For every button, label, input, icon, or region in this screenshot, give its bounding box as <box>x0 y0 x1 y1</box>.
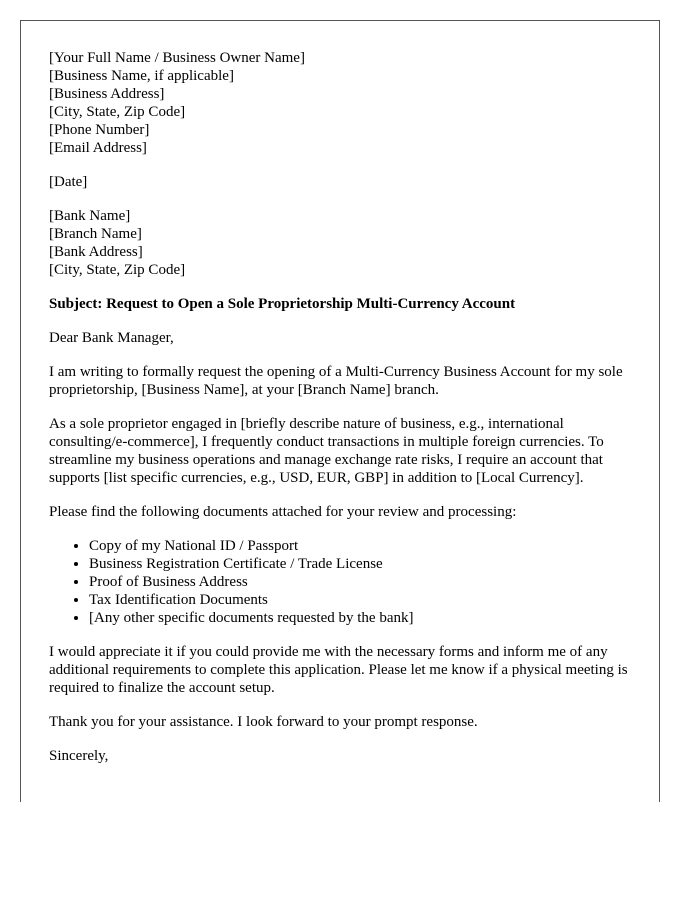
closing-paragraph-1: I would appreciate it if you could provide me with the necessary forms and inform me of any additional requirements to complete this application. Please let me know if a physical meeting is required to finalize the account setup. <box>49 644 628 696</box>
letter-page <box>20 20 660 802</box>
salutation: Dear Bank Manager, <box>49 330 174 346</box>
sender-block <box>49 49 639 157</box>
sender-city: [City, State, Zip Code] <box>49 104 186 120</box>
recipient-city: [City, State, Zip Code] <box>49 262 186 278</box>
recipient-bank-address: [Bank Address] <box>49 244 143 260</box>
signoff: Sincerely, <box>49 748 109 764</box>
sender-name: [Your Full Name / Business Owner Name] <box>49 50 305 66</box>
closing-paragraph-2: Thank you for your assistance. I look forward to your prompt response. <box>49 714 478 730</box>
date-block <box>49 173 639 191</box>
list-item: • Copy of my National ID / Passport <box>89 537 639 555</box>
sender-email: [Email Address] <box>49 140 147 156</box>
body-paragraph-2: As a sole proprietor engaged in [briefly describe nature of business, e.g., international consulting/e-commerce], I frequently conduct transactions in multiple foreign currencies. To streamline my business operations and manage exchange rate risks, I require an account that supports [list specific currencies, e.g., USD, EUR, GBP] in addition to [Local Currency]. <box>49 416 604 486</box>
letter-subject: Subject: Request to Open a Sole Proprietorship Multi-Currency Account <box>49 296 516 312</box>
recipient-block <box>49 207 639 279</box>
sender-business: [Business Name, if applicable] <box>49 68 234 84</box>
letter-date: [Date] <box>49 174 88 190</box>
letter-content <box>49 49 639 765</box>
body-paragraph-1: I am writing to formally request the opening of a Multi-Currency Business Account for my sole proprietorship, [Business Name], at your [Branch Name] branch. <box>49 364 623 398</box>
recipient-branch-name: [Branch Name] <box>49 226 142 242</box>
list-item: • Tax Identification Documents <box>89 591 639 609</box>
documents-list <box>49 537 639 627</box>
body-paragraph-3: Please find the following documents attached for your review and processing: <box>49 504 517 520</box>
list-item: • [Any other specific documents requested by the bank] <box>89 609 639 627</box>
list-item: • Business Registration Certificate / Trade License <box>89 555 639 573</box>
recipient-bank-name: [Bank Name] <box>49 208 131 224</box>
sender-address: [Business Address] <box>49 86 165 102</box>
list-item: • Proof of Business Address <box>89 573 639 591</box>
sender-phone: [Phone Number] <box>49 122 150 138</box>
